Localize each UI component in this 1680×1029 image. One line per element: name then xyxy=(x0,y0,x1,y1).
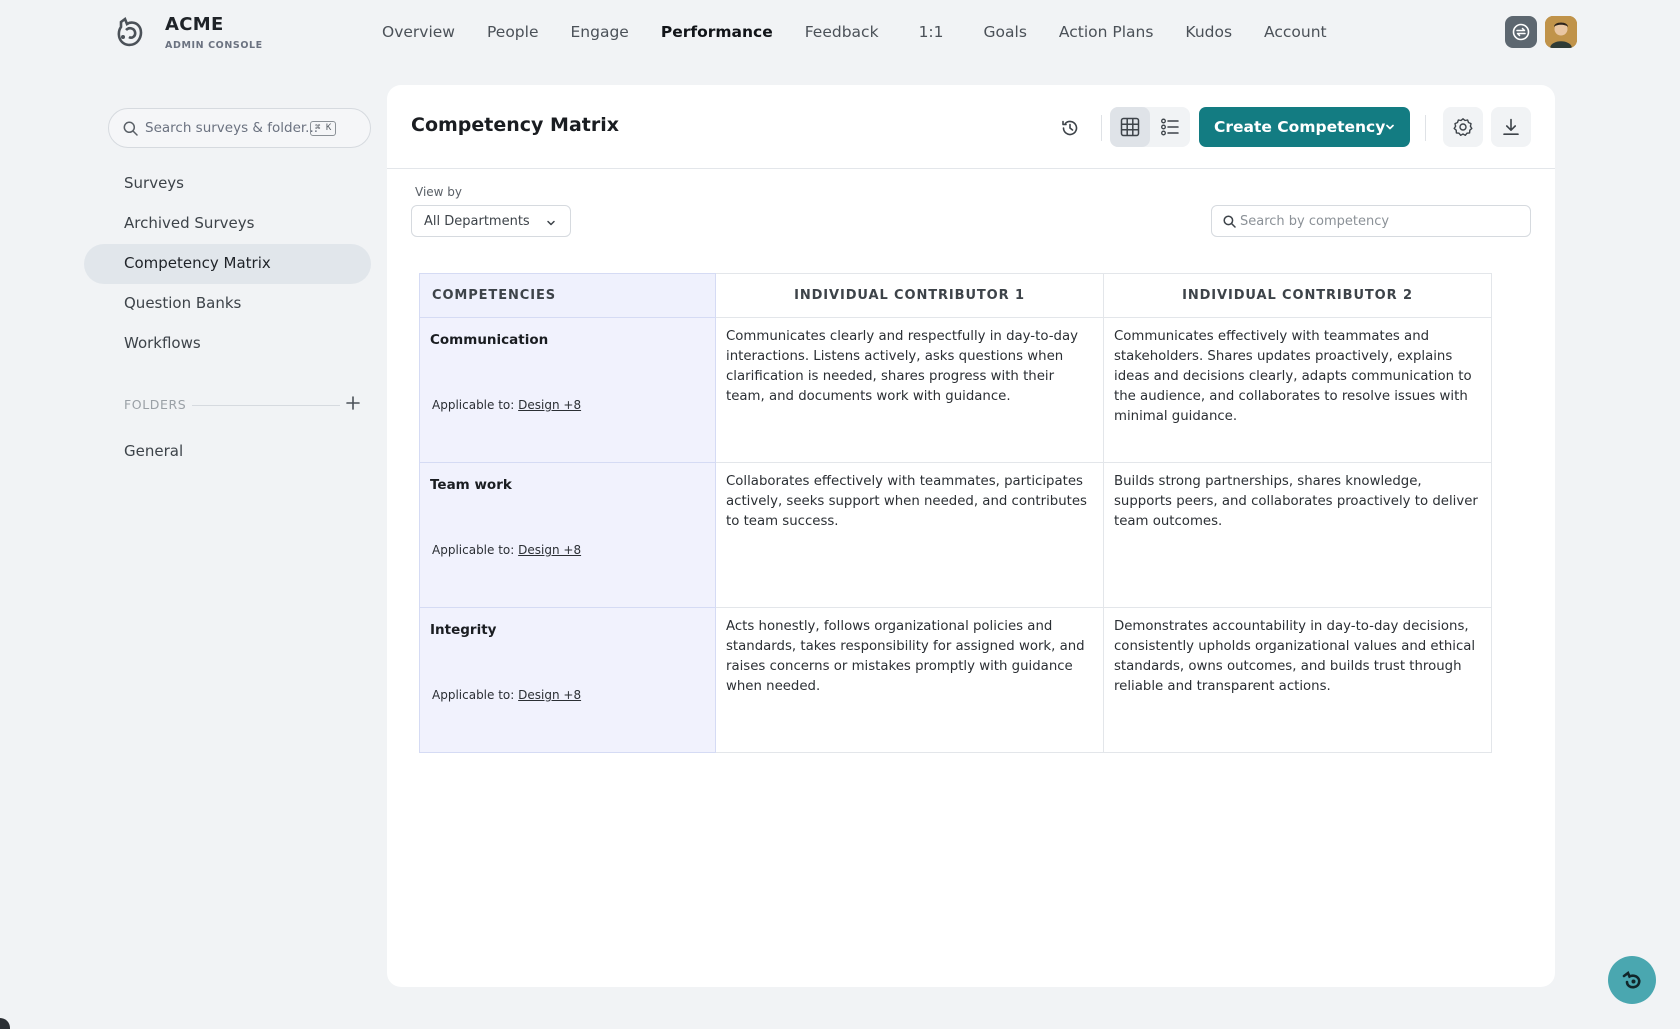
ic2-description[interactable]: Communicates effectively with teammates and stakeholders. Shares updates proactively, explains ideas and decisions clearly, adapts communication to the audience, and collaborates to resolve issues with minimal guidance. xyxy=(1104,318,1492,463)
brand-subtitle: ADMIN CONSOLE xyxy=(165,40,263,51)
sidebar-item-competency-matrix[interactable]: Competency Matrix xyxy=(124,254,271,272)
nav-goals[interactable]: Goals xyxy=(983,23,1027,41)
folders-divider xyxy=(192,405,340,406)
grid-view-button[interactable] xyxy=(1110,107,1150,147)
list-view-button[interactable] xyxy=(1150,107,1190,147)
nav-action-plans[interactable]: Action Plans xyxy=(1058,23,1154,41)
add-folder-button[interactable] xyxy=(344,394,362,412)
header-divider xyxy=(387,168,1555,169)
applicable-to xyxy=(432,688,581,702)
gear-icon xyxy=(1453,117,1473,137)
switch-app-button[interactable] xyxy=(1505,16,1537,48)
ic1-description[interactable]: Acts honestly, follows organizational policies and standards, takes responsibility for assigned work, and raises concerns or mistakes promptly with guidance when needed. xyxy=(716,608,1104,753)
nav-feedback[interactable]: Feedback xyxy=(804,23,879,41)
corner-decoration xyxy=(0,1018,10,1029)
sidebar-item-archived-surveys[interactable]: Archived Surveys xyxy=(124,214,255,232)
nav-overview[interactable]: Overview xyxy=(382,23,455,41)
brand-name: ACME xyxy=(165,14,224,35)
chevron-down-icon xyxy=(546,218,556,228)
list-icon xyxy=(1160,117,1180,137)
exchange-icon xyxy=(1512,23,1530,41)
table-row xyxy=(420,463,1492,608)
applicable-departments-link[interactable]: Design +8 xyxy=(518,688,582,702)
view-by-value: All Departments xyxy=(424,214,530,229)
history-button[interactable] xyxy=(1056,114,1084,142)
nav-engage[interactable]: Engage xyxy=(570,23,629,41)
download-icon xyxy=(1501,117,1521,137)
view-by-label: View by xyxy=(415,185,463,199)
chevron-down-icon xyxy=(1384,121,1396,133)
survey-search-placeholder: Search surveys & folder... xyxy=(145,120,319,136)
competency-matrix-card xyxy=(387,85,1555,987)
toolbar-divider xyxy=(1425,115,1426,141)
folders-heading: FOLDERS xyxy=(124,397,187,412)
applicable-prefix: Applicable to: xyxy=(432,543,515,557)
shortcut-badge: ⌘ K xyxy=(310,121,336,136)
sidebar-item-question-banks[interactable]: Question Banks xyxy=(124,294,242,312)
table-row xyxy=(420,318,1492,463)
competency-search xyxy=(1211,205,1531,237)
competency-matrix-table xyxy=(419,273,1492,753)
applicable-prefix: Applicable to: xyxy=(432,398,515,412)
search-icon xyxy=(123,121,138,136)
view-by-select[interactable] xyxy=(411,205,571,237)
nav-kudos[interactable]: Kudos xyxy=(1185,23,1233,41)
column-header-ic2: INDIVIDUAL CONTRIBUTOR 2 xyxy=(1104,274,1492,318)
create-competency-button[interactable] xyxy=(1199,107,1410,147)
nav-account[interactable]: Account xyxy=(1264,23,1327,41)
nav-people[interactable]: People xyxy=(486,23,539,41)
page-title: Competency Matrix xyxy=(411,114,619,136)
competency-cell[interactable] xyxy=(420,318,716,463)
ic1-description[interactable]: Communicates clearly and respectfully in day-to-day interactions. Listens actively, asks questions when clarification is needed, shares progress with their team, and documents work with guidance. xyxy=(716,318,1104,463)
view-toggle xyxy=(1110,107,1190,147)
survey-search-input[interactable] xyxy=(108,108,371,148)
applicable-to xyxy=(432,543,581,557)
top-navigation xyxy=(0,0,1680,64)
create-competency-label: Create Competency xyxy=(1214,118,1386,136)
competency-search-input[interactable] xyxy=(1240,211,1520,231)
nav-performance[interactable]: Performance xyxy=(660,23,773,41)
search-icon xyxy=(1223,215,1236,228)
competency-name: Team work xyxy=(430,477,512,493)
applicable-to xyxy=(432,398,581,412)
table-row xyxy=(420,608,1492,753)
plus-icon xyxy=(344,394,362,412)
sidebar-item-workflows[interactable]: Workflows xyxy=(124,334,201,352)
main-nav xyxy=(382,20,1327,44)
chat-support-button[interactable] xyxy=(1608,956,1656,1004)
competency-cell[interactable] xyxy=(420,463,716,608)
download-button[interactable] xyxy=(1491,107,1531,147)
applicable-departments-link[interactable]: Design +8 xyxy=(518,543,582,557)
applicable-prefix: Applicable to: xyxy=(432,688,515,702)
applicable-departments-link[interactable]: Design +8 xyxy=(518,398,582,412)
ic2-description[interactable]: Demonstrates accountability in day-to-day decisions, consistently upholds organizational values and ethical standards, owns outcomes, and builds trust through reliable and transparent actions. xyxy=(1104,608,1492,753)
settings-button[interactable] xyxy=(1443,107,1483,147)
nav-one-on-one[interactable]: 1:1 xyxy=(918,23,944,41)
folder-item-general[interactable]: General xyxy=(124,442,184,460)
chat-icon xyxy=(1620,968,1644,992)
avatar[interactable] xyxy=(1545,16,1577,48)
competency-cell[interactable] xyxy=(420,608,716,753)
table-header-row xyxy=(420,274,1492,318)
history-icon xyxy=(1060,118,1080,138)
competency-name: Communication xyxy=(430,332,549,348)
acme-logo-icon[interactable] xyxy=(115,16,145,50)
toolbar-divider xyxy=(1101,115,1102,141)
user-avatar-icon xyxy=(1545,16,1577,48)
column-header-ic1: INDIVIDUAL CONTRIBUTOR 1 xyxy=(716,274,1104,318)
ic2-description[interactable]: Builds strong partnerships, shares knowledge, supports peers, and collaborates proactively to deliver team outcomes. xyxy=(1104,463,1492,608)
ic1-description[interactable]: Collaborates effectively with teammates, participates actively, seeks support when needed, and contributes to team success. xyxy=(716,463,1104,608)
column-header-competencies: COMPETENCIES xyxy=(420,274,716,318)
grid-icon xyxy=(1120,117,1140,137)
sidebar-item-surveys[interactable]: Surveys xyxy=(124,174,184,192)
competency-name: Integrity xyxy=(430,622,497,638)
